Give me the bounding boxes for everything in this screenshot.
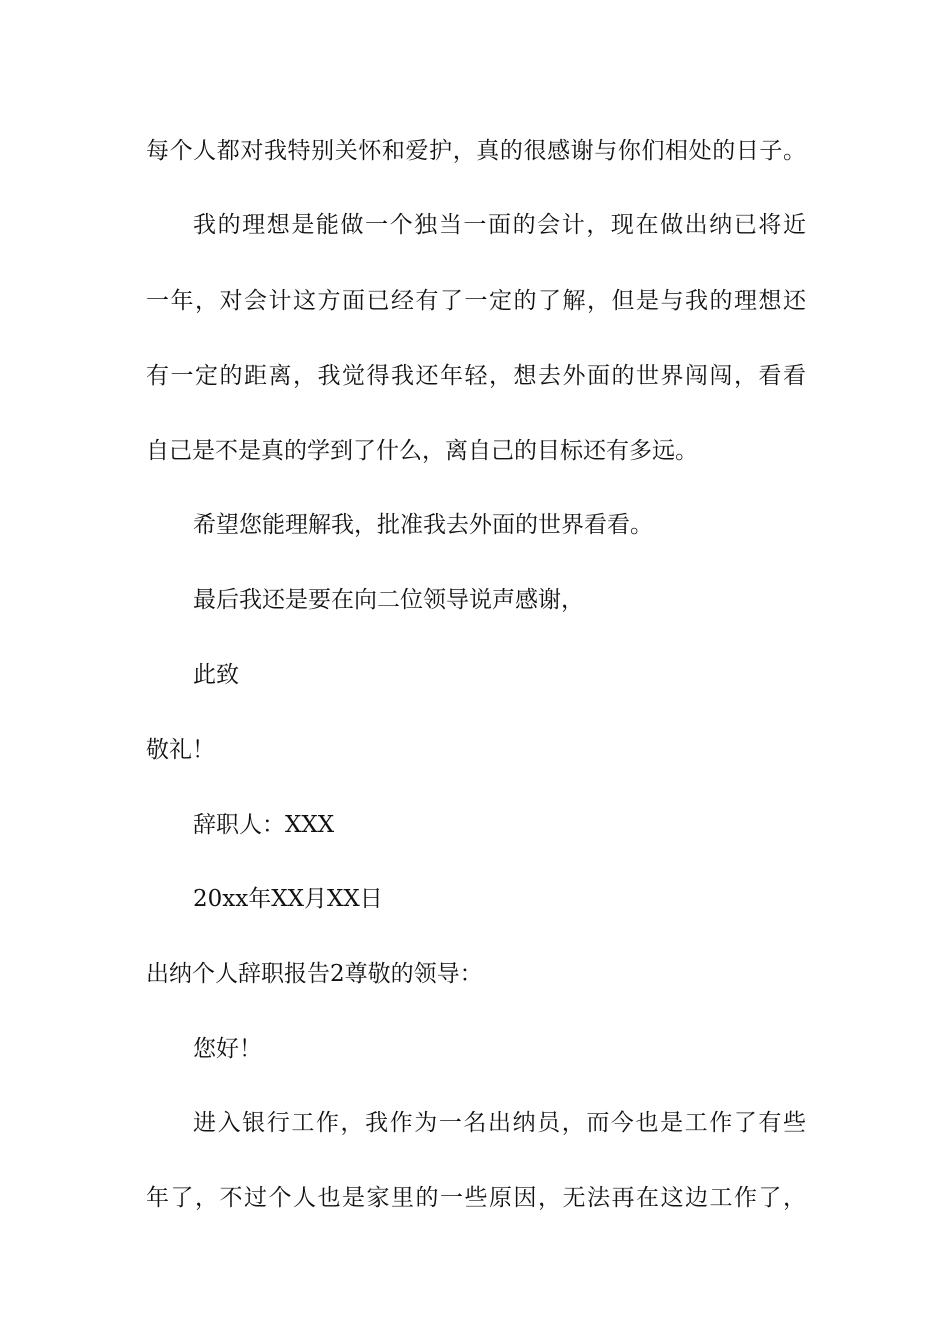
paragraph-line: 希望您能理解我，批准我去外面的世界看看。: [193, 512, 653, 538]
closing-phrase: 此致: [193, 662, 239, 688]
paragraph-line: 最后我还是要在向二位领导说声感谢，: [193, 587, 584, 613]
greeting: 您好！: [193, 1036, 262, 1062]
signature-date: 20xx年XX月XX日: [193, 886, 383, 912]
paragraph-line: 一年，对会计这方面已经有了一定的了解，但是与我的理想还: [146, 288, 806, 314]
paragraph-line: 我的理想是能做一个独当一面的会计，现在做出纳已将近: [193, 212, 806, 238]
section-heading: 出纳个人辞职报告2尊敬的领导：: [146, 961, 483, 987]
paragraph-line: 自己是不是真的学到了什么，离自己的目标还有多远。: [146, 438, 698, 464]
paragraph-line: 每个人都对我特别关怀和爱护，真的很感谢与你们相处的日子。: [146, 138, 806, 164]
paragraph-line: 年了，不过个人也是家里的一些原因，无法再在这边工作了，: [146, 1185, 806, 1211]
salutation: 敬礼！: [146, 737, 215, 763]
signature-name: 辞职人：XXX: [193, 812, 335, 838]
paragraph-line: 有一定的距离，我觉得我还年轻，想去外面的世界闯闯，看看: [146, 363, 806, 389]
paragraph-line: 进入银行工作，我作为一名出纳员，而今也是工作了有些: [193, 1110, 806, 1136]
